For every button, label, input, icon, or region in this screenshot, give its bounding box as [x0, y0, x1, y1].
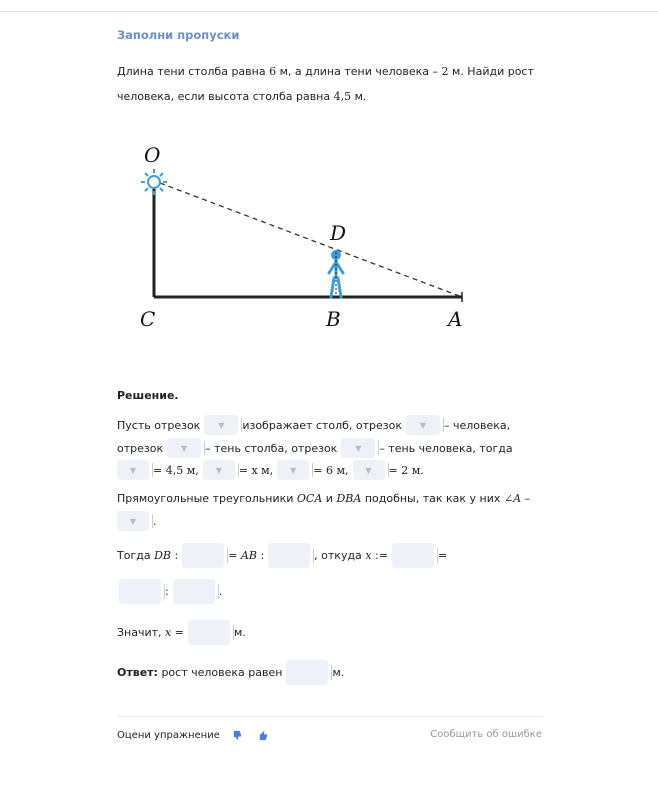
answer-label: Ответ: — [117, 665, 158, 679]
answer-text: рост человека равен — [161, 665, 283, 679]
chevron-down-icon: ▼ — [290, 465, 297, 475]
solution-text: – — [524, 491, 531, 505]
report-error-link[interactable]: Сообщить об ошибке — [430, 729, 542, 740]
chevron-down-icon: ▼ — [129, 465, 137, 475]
segment-select-3[interactable] — [277, 460, 309, 480]
result-input[interactable] — [188, 620, 230, 645]
solution-text: Тогда — [117, 548, 151, 562]
solution-line-5 — [113, 510, 157, 532]
solution-text: и — [325, 491, 333, 505]
task-text-part: м, а длина тени человека – — [279, 65, 439, 78]
solution-math: OCA — [296, 491, 323, 505]
chevron-down-icon: ▼ — [181, 443, 188, 453]
ratio-input-3[interactable] — [392, 543, 434, 568]
solution-text: = 4,5 м, — [153, 463, 199, 477]
thumbs-up-icon[interactable] — [258, 729, 270, 741]
solution-math: x — [365, 548, 372, 562]
chevron-down-icon: ▼ — [218, 420, 225, 430]
solution-line-6 — [117, 544, 447, 566]
solution-text: Значит, — [117, 625, 162, 639]
solution-text: м. — [233, 625, 246, 639]
solution-text: отрезок — [117, 441, 164, 455]
task-text-part: Длина тени столба равна — [117, 65, 266, 78]
solution-line-8 — [117, 621, 246, 643]
segment-select-4[interactable] — [353, 460, 385, 480]
ratio-input-2[interactable] — [268, 543, 310, 568]
segment-select-person[interactable] — [406, 415, 440, 435]
geometry-figure — [138, 140, 478, 340]
solution-line-4 — [117, 487, 530, 509]
solution-text: : — [165, 584, 169, 598]
solution-math: DBA — [336, 491, 362, 505]
chevron-down-icon: ▼ — [129, 516, 137, 526]
solution-math: = — [378, 548, 388, 562]
chevron-down-icon: ▼ — [419, 420, 427, 430]
person-icon — [329, 252, 343, 298]
solution-text: = 6 м, — [313, 463, 349, 477]
label-d: D — [330, 221, 347, 245]
solution-math: DB — [154, 548, 171, 562]
solution-text: Прямоугольные треугольники — [117, 491, 294, 505]
chevron-down-icon: ▼ — [215, 465, 222, 475]
chevron-down-icon: ▼ — [365, 465, 372, 475]
task-value: 6 — [269, 65, 277, 78]
solution-text: подобны, так как у них — [364, 491, 501, 505]
segment-select-2[interactable] — [203, 460, 235, 480]
solution-math: x = — [165, 625, 184, 639]
answer-line — [117, 661, 344, 683]
label-c: C — [140, 307, 156, 331]
sun-icon — [141, 169, 167, 195]
ratio-input-1[interactable] — [182, 543, 224, 568]
task-text — [117, 59, 537, 109]
thumbs-down-icon[interactable] — [232, 729, 244, 741]
calc-input-1[interactable] — [119, 579, 161, 604]
angle-select[interactable] — [117, 511, 149, 531]
solution-text: Пусть отрезок — [117, 418, 201, 432]
rate-label: Оцени упражнение — [117, 729, 220, 741]
solution-math: = AB — [228, 548, 257, 562]
solution-line-1 — [117, 414, 510, 436]
chevron-down-icon: ▼ — [355, 443, 362, 453]
solution-math: ∠A — [503, 491, 522, 505]
task-value: 4,5 — [333, 90, 352, 103]
solution-text: . — [218, 584, 223, 598]
solution-text: : — [375, 548, 379, 562]
label-a: A — [448, 307, 463, 331]
top-divider — [0, 11, 658, 12]
solution-text: – тень столба, отрезок — [205, 441, 338, 455]
answer-unit: м. — [332, 665, 345, 679]
solution-text: : — [260, 548, 265, 562]
solution-text: – человека, — [444, 418, 511, 432]
task-text-part: м. — [354, 90, 367, 103]
solution-heading: Решение. — [117, 389, 179, 402]
label-b: B — [326, 307, 341, 331]
segment-select-pole-shadow[interactable] — [167, 438, 201, 458]
solution-text: , откуда — [314, 548, 362, 562]
label-o: O — [144, 143, 161, 167]
task-value: 2 — [441, 65, 449, 78]
solution-text: = 2 м. — [388, 463, 424, 477]
solution-text: . — [153, 514, 157, 528]
calc-input-2[interactable] — [173, 579, 215, 604]
light-ray — [160, 183, 462, 297]
task-text-part: м. Найди рост — [452, 65, 534, 78]
segment-select-1[interactable] — [117, 460, 149, 480]
footer-divider — [117, 716, 543, 717]
solution-line-7 — [115, 580, 222, 602]
segment-select-person-shadow[interactable] — [341, 438, 375, 458]
rate-exercise — [117, 729, 270, 741]
solution-line-2 — [117, 437, 513, 459]
solution-text: = x м, — [238, 463, 274, 477]
segment-select-pole[interactable] — [204, 415, 238, 435]
solution-text: изображает столб, отрезок — [242, 418, 402, 432]
task-text-part: человека, если высота столба равна — [117, 90, 331, 103]
solution-text: = — [437, 548, 448, 562]
solution-text: : — [174, 548, 179, 562]
answer-input[interactable] — [286, 660, 328, 685]
exercise-title: Заполни пропуски — [117, 28, 240, 42]
solution-line-3 — [113, 459, 424, 481]
solution-text: – тень человека, тогда — [379, 441, 513, 455]
